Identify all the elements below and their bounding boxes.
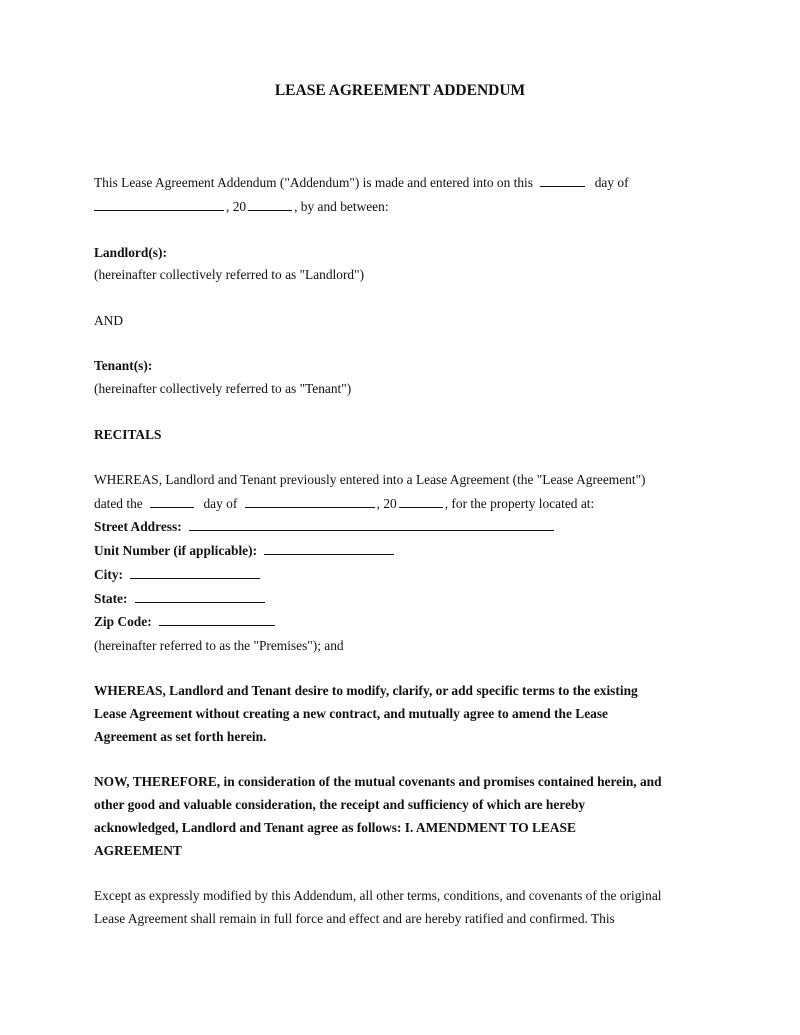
city-label: City: — [94, 567, 124, 582]
located-text: , for the property located at: — [444, 496, 595, 511]
except-line-2: Lease Agreement shall remain in full force and effect and are hereby ratified and confirmed. This — [94, 911, 615, 926]
intro-line-1 — [94, 175, 629, 191]
intro-text-3: , 20 — [226, 199, 247, 214]
tenant-note: (hereinafter collectively referred to as "Tenant") — [94, 381, 352, 396]
whereas-2-line-3: Agreement as set forth herein. — [94, 729, 267, 744]
dated-text: dated the — [94, 496, 143, 511]
premises-note: (hereinafter referred to as the "Premises"); and — [94, 638, 344, 653]
landlord-note: (hereinafter collectively referred to as "Landlord") — [94, 267, 365, 282]
zip-code-row — [94, 614, 275, 630]
now-therefore-line-3: acknowledged, Landlord and Tenant agree as follows: I. AMENDMENT TO LEASE — [94, 820, 576, 835]
whereas-1-line-1: WHEREAS, Landlord and Tenant previously entered into a Lease Agreement (the "Lease Agreement") — [94, 472, 646, 487]
street-address-label: Street Address: — [94, 519, 182, 534]
unit-number-row — [94, 543, 394, 559]
unit-number-label: Unit Number (if applicable): — [94, 543, 258, 558]
state-label: State: — [94, 591, 128, 606]
zip-code-blank[interactable] — [159, 614, 275, 626]
zip-code-label: Zip Code: — [94, 614, 152, 629]
whereas-2-line-2: Lease Agreement without creating a new contract, and mutually agree to amend the Lease — [94, 706, 608, 721]
street-address-row — [94, 519, 554, 535]
now-therefore-line-4: AGREEMENT — [94, 843, 182, 858]
city-row — [94, 567, 260, 583]
city-blank[interactable] — [130, 567, 260, 579]
whereas-2-line-1: WHEREAS, Landlord and Tenant desire to modify, clarify, or add specific terms to the existing — [94, 683, 638, 698]
lease-year-blank[interactable] — [399, 496, 443, 508]
except-line-1: Except as expressly modified by this Addendum, all other terms, conditions, and covenants of the original — [94, 888, 662, 903]
intro-text-1: This Lease Agreement Addendum ("Addendum") is made and entered into on this — [94, 175, 533, 190]
lease-month-blank[interactable] — [245, 496, 375, 508]
intro-line-2 — [94, 199, 389, 215]
tenant-label: Tenant(s): — [94, 358, 153, 373]
whereas-1-line-2 — [94, 496, 594, 512]
recitals-heading: RECITALS — [94, 427, 162, 442]
intro-text-4: , by and between: — [294, 199, 389, 214]
state-row — [94, 591, 265, 607]
and-text: AND — [94, 313, 124, 328]
intro-text-2: day of — [594, 175, 629, 190]
state-blank[interactable] — [135, 591, 265, 603]
unit-number-blank[interactable] — [264, 543, 394, 555]
lease-day-blank[interactable] — [150, 496, 194, 508]
month-blank[interactable] — [94, 199, 224, 211]
now-therefore-line-1: NOW, THEREFORE, in consideration of the mutual covenants and promises contained herein, and — [94, 774, 662, 789]
landlord-label: Landlord(s): — [94, 245, 167, 260]
year-text: , 20 — [376, 496, 397, 511]
day-blank[interactable] — [540, 175, 585, 187]
year-blank[interactable] — [248, 199, 292, 211]
document-title: LEASE AGREEMENT ADDENDUM — [274, 82, 526, 99]
street-address-blank[interactable] — [189, 519, 554, 531]
day-of-text: day of — [203, 496, 238, 511]
now-therefore-line-2: other good and valuable consideration, the receipt and sufficiency of which are hereby — [94, 797, 586, 812]
